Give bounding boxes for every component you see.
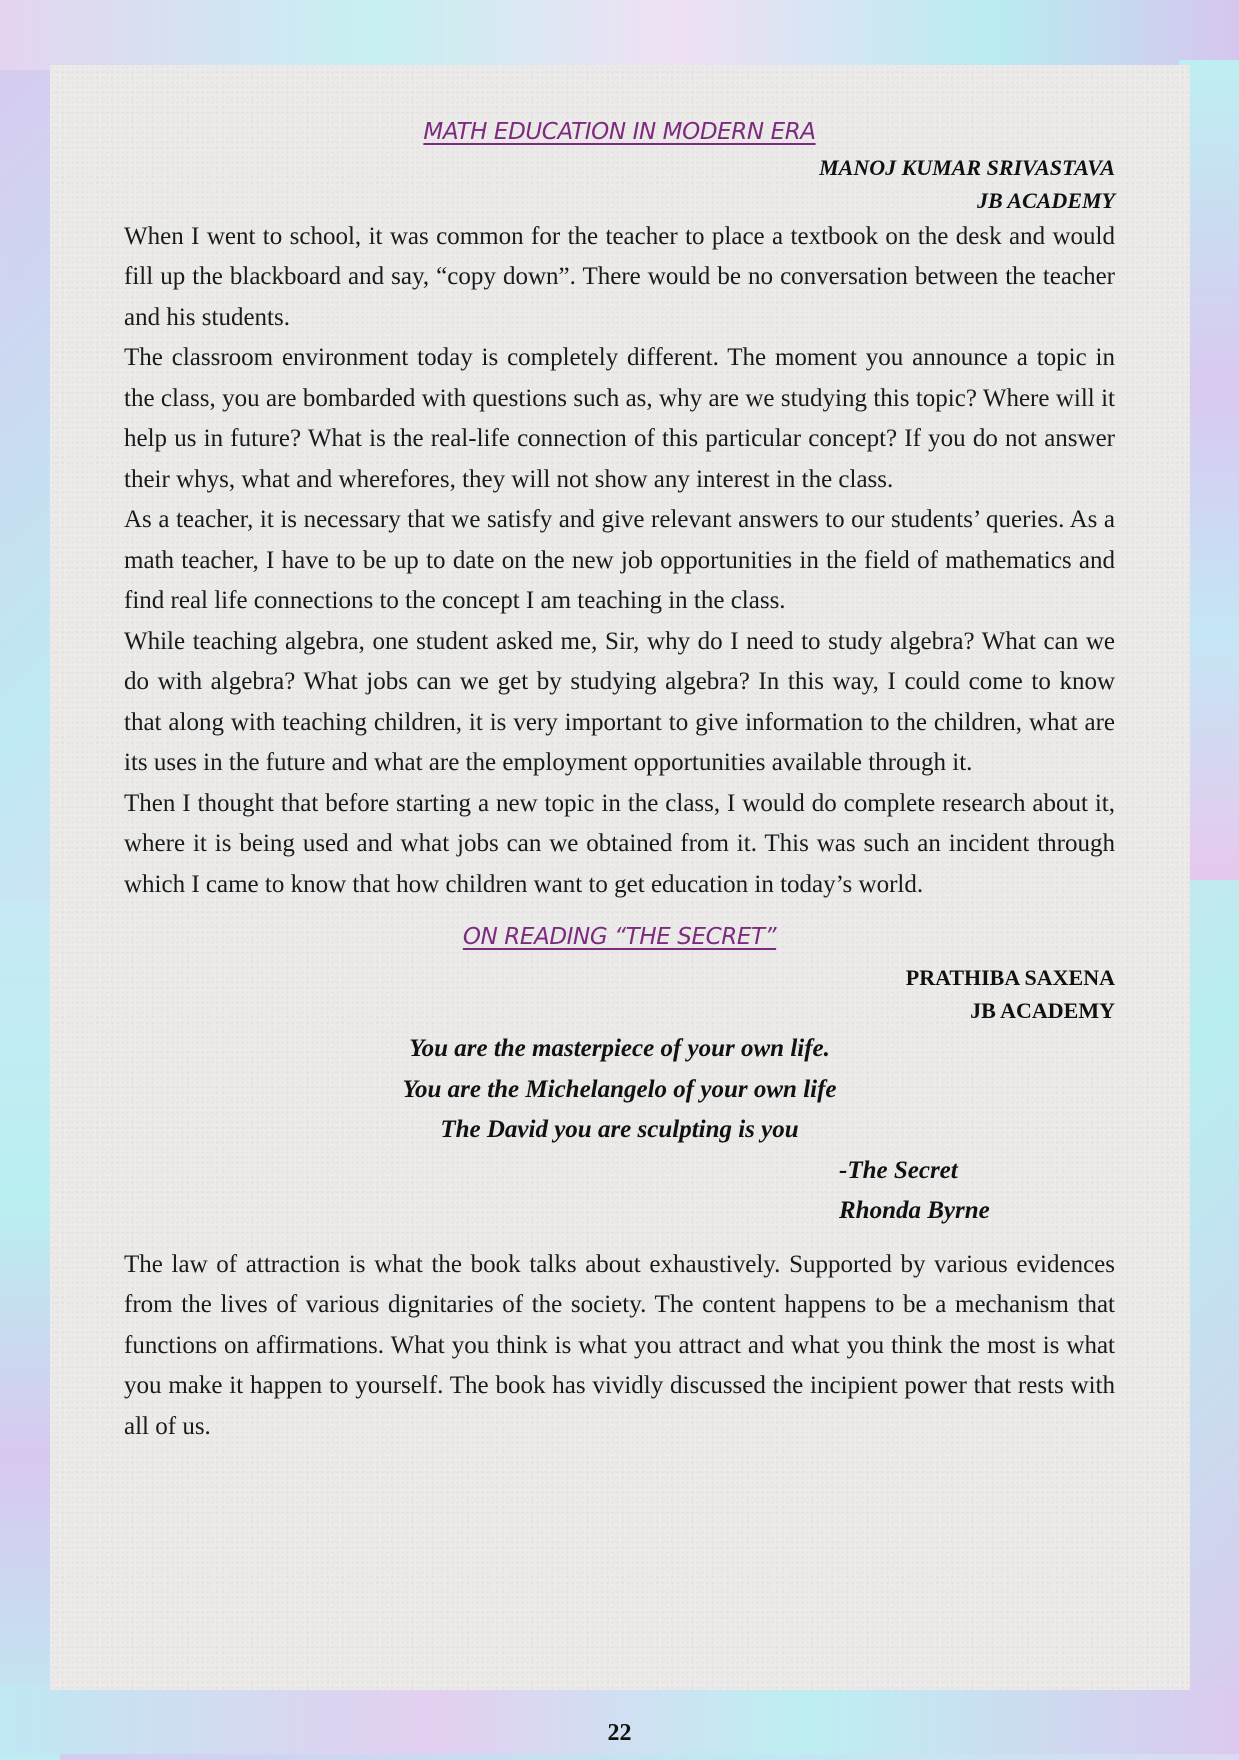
quote-line: You are the masterpiece of your own life. — [409, 1035, 830, 1063]
author-name: MANOJ KUMAR SRIVASTAVA — [819, 154, 1115, 180]
paragraph: The law of attraction is what the book talks about exhaustively. Supported by various evidences from the lives of various dignitaries of the society. The content happens to be a mechanism that functions on affirmations. What you think is what you attract and what you think the most is what you make it happen to yourself. The book has vividly discussed the incipient power that rests with all of us. — [124, 1250, 1115, 1440]
paragraph: Then I thought that before starting a new topic in the class, I would do complete research about it, where it is being used and what jobs can we obtained from it. This was such an incident through which I came to know that how children want to get education in today’s world. — [124, 789, 1115, 898]
page-content — [124, 118, 1115, 1447]
paragraph: While teaching algebra, one student asked me, Sir, why do I need to study algebra? What can we do with algebra? What jobs can we get by studying algebra? In this way, I could come to know that along with teaching children, it is very important to give information to the children, what are its uses in the future and what are the employment opportunities available through it. — [124, 627, 1115, 777]
quote-line: The David you are sculpting is you — [440, 1116, 799, 1144]
article-body — [124, 1245, 1115, 1448]
quote-author: Rhonda Byrne — [839, 1197, 990, 1225]
epigraph-quote — [124, 1029, 1115, 1232]
page-number: 22 — [607, 1720, 632, 1746]
article-on-reading-the-secret — [124, 923, 1115, 1447]
quote-line: You are the Michelangelo of your own life — [402, 1075, 837, 1103]
article-body — [124, 217, 1115, 906]
paragraph: When I went to school, it was common for the teacher to place a textbook on the desk and would fill up the blackboard and say, “copy down”. There would be no conversation between the teacher and his students. — [124, 222, 1115, 331]
author-name: PRATHIBA SAXENA — [905, 965, 1115, 991]
author-school: JB ACADEMY — [970, 998, 1115, 1024]
paragraph: As a teacher, it is necessary that we satisfy and give relevant answers to our students’ queries. As a math teacher, I have to be up to date on the new job opportunities in the field of mathematics and find real life connections to the concept I am teaching in the class. — [124, 506, 1115, 615]
paragraph: The classroom environment today is completely different. The moment you announce a topic in the class, you are bombarded with questions such as, why are we studying this topic? Where will it help us in future? What is the real-life connection of this particular concept? If you do not answer their whys, what and wherefores, they will not show any interest in the class. — [124, 344, 1115, 493]
article-math-education — [124, 118, 1115, 905]
decorative-wash-top — [0, 0, 1239, 70]
article-title: MATH EDUCATION IN MODERN ERA — [423, 119, 816, 145]
quote-source: -The Secret — [839, 1156, 958, 1184]
author-school: JB ACADEMY — [977, 187, 1115, 213]
article-title: ON READING “THE SECRET” — [462, 924, 777, 951]
